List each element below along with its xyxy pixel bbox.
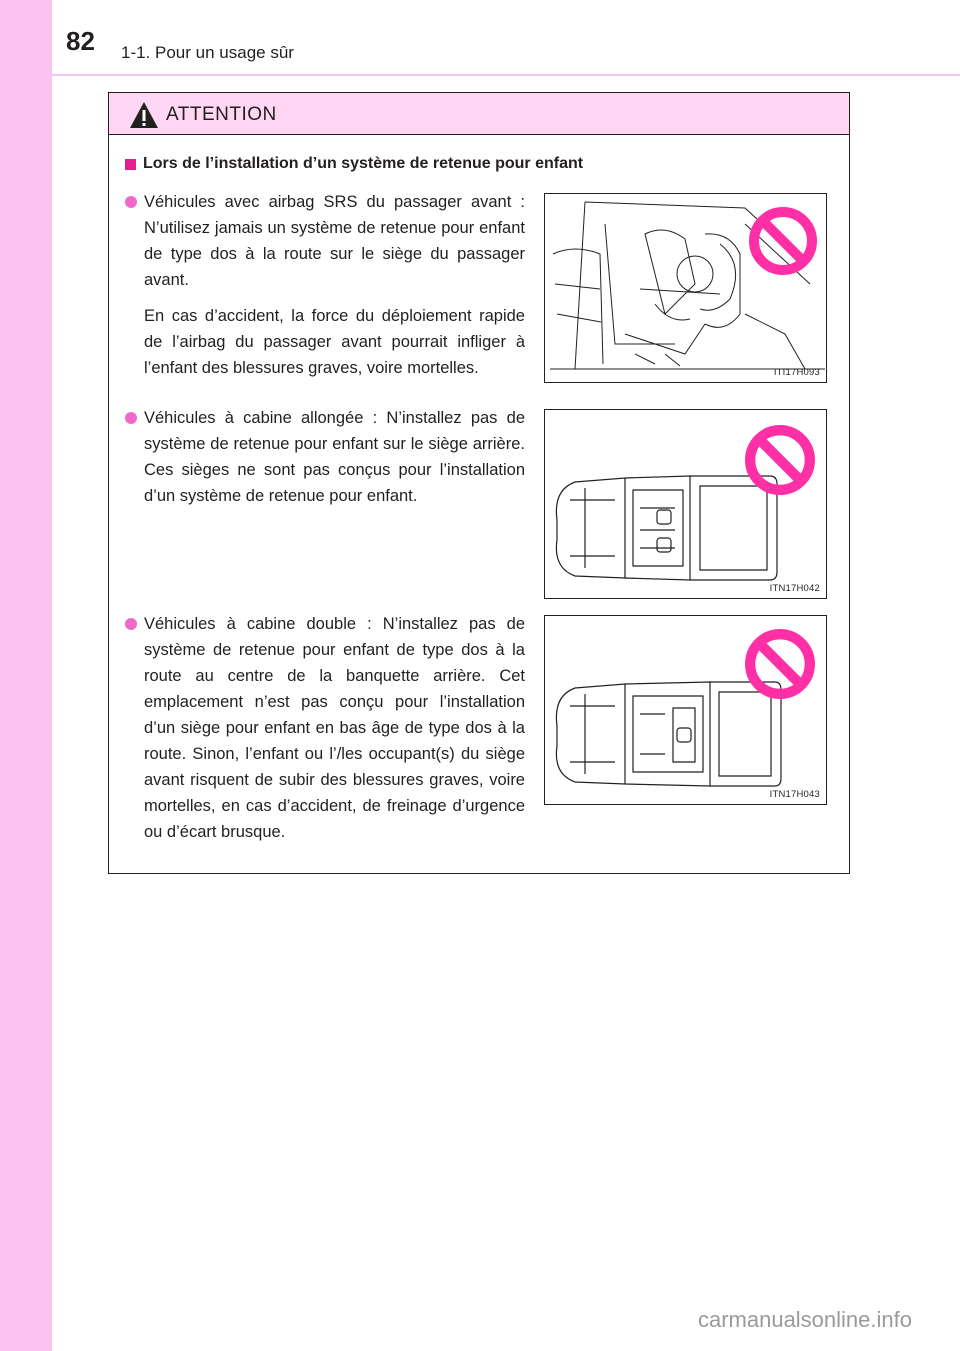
item-paragraph: Véhicules à cabine double : N’installez pas de système de retenue pour enfant de type dos à la route au centre de la banquette arrière. Cet emplacement n’est pas conçu pour l’installation d’un siège pour enfant en bas âge de type dos à la route. Sinon, l’enfant ou l’/les occupant(s) du siège avant risquent de subir des blessures graves, voire mortelles, en cas d’accident, de freinage d’urgence ou d’écart brusque. [144, 615, 525, 841]
warning-triangle-icon [129, 101, 159, 129]
list-item [125, 405, 525, 509]
section-title: 1-1. Pour un usage sûr [121, 43, 294, 62]
item-paragraph: En cas d’accident, la force du déploiement rapide de l’airbag du passager avant pourrait infliger à l’enfant des blessures graves, voire mortelles. [144, 307, 525, 377]
prohibition-icon [744, 424, 816, 496]
attention-box [108, 92, 850, 874]
list-item [125, 189, 525, 381]
airbag-illustration [544, 193, 827, 383]
side-band [0, 0, 52, 1351]
prohibition-icon [744, 628, 816, 700]
bullet-icon [125, 412, 137, 424]
figure-code: ITI17H093 [773, 367, 820, 378]
item-paragraph: Véhicules avec airbag SRS du passager avant : N’utilisez jamais un système de retenue pour enfant de type dos à la route sur le siège du passager avant. [144, 193, 525, 289]
page-number: 82 [66, 26, 95, 56]
attention-header [109, 93, 849, 135]
item-paragraph: Véhicules à cabine allongée : N’installez pas de système de retenue pour enfant sur le siège arrière. Ces sièges ne sont pas conçus pour l’installation d’un système de retenue pour enfant. [144, 409, 525, 505]
attention-subheading [125, 155, 583, 173]
watermark: carmanualsonline.info [697, 1307, 912, 1332]
figure-code: ITN17H043 [769, 789, 820, 800]
subheading-text: Lors de l’installation d’un système de retenue pour enfant [143, 155, 584, 172]
bullet-icon [125, 618, 137, 630]
prohibition-icon [748, 206, 818, 276]
page-header [0, 0, 960, 74]
square-bullet-icon [125, 159, 136, 170]
extended-cab-illustration [544, 409, 827, 599]
attention-title: ATTENTION [166, 104, 277, 125]
double-cab-illustration [544, 615, 827, 805]
figure-code: ITN17H042 [769, 583, 820, 594]
list-item [125, 611, 525, 845]
bullet-icon [125, 196, 137, 208]
header-rule [52, 74, 960, 76]
